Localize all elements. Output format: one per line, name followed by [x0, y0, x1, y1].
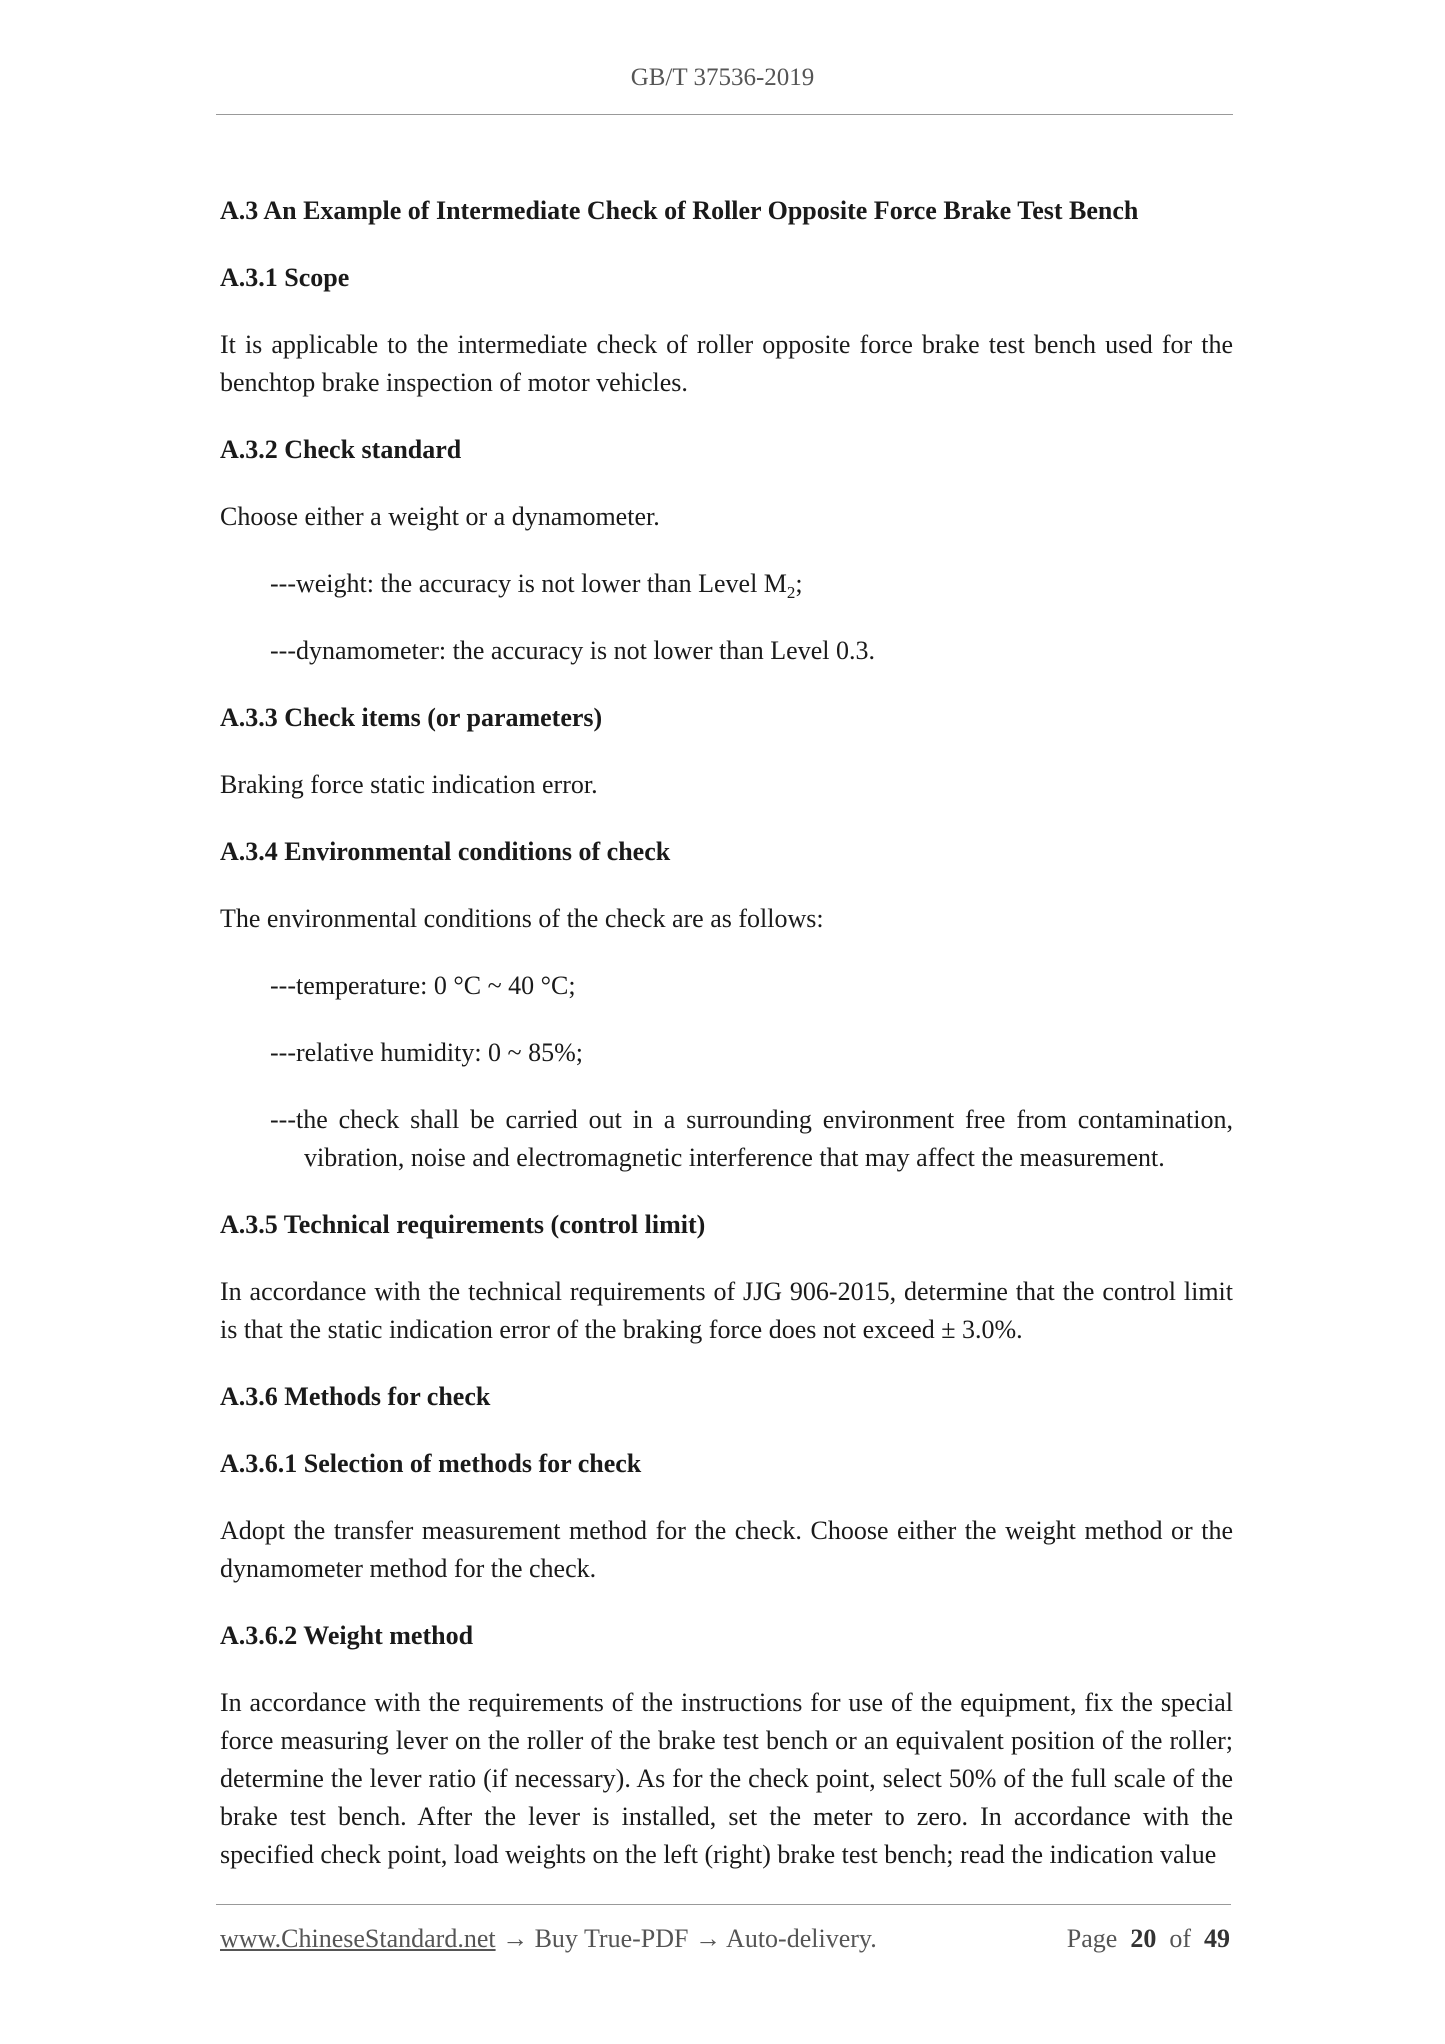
section-a361-heading: A.3.6.1 Selection of methods for check — [220, 1449, 642, 1478]
section-a362-heading: A.3.6.2 Weight method — [220, 1621, 474, 1650]
section-a35-heading: A.3.5 Technical requirements (control limit) — [220, 1210, 706, 1239]
section-a34-heading: A.3.4 Environmental conditions of check — [220, 837, 671, 866]
list-item-humidity: ---relative humidity: 0 ~ 85%; — [270, 1038, 583, 1067]
section-a3-heading: A.3 An Example of Intermediate Check of Roller Opposite Force Brake Test Bench — [220, 196, 1139, 225]
section-a33-paragraph: Braking force static indication error. — [220, 770, 598, 799]
list-item-dynamometer: ---dynamometer: the accuracy is not lower than Level 0.3. — [270, 636, 875, 665]
section-a35-paragraph: In accordance with the technical requirements of JJG 906-2015, determine that the control limit is that the static indication error of the braking force does not exceed ± 3.0%. — [220, 1277, 1233, 1344]
page-number — [1067, 1924, 1230, 1954]
list-item-weight-text: ---weight: the accuracy is not lower than Level M — [270, 569, 787, 598]
page-label: Page — [1066, 1924, 1118, 1953]
header-title: GB/T 37536-2019 — [630, 64, 815, 91]
page-total: 49 — [1204, 1924, 1230, 1953]
document-body — [220, 192, 1233, 1874]
header-rule — [216, 114, 1233, 115]
section-a36-heading: A.3.6 Methods for check — [220, 1382, 491, 1411]
website-link[interactable]: www.ChineseStandard.net — [220, 1924, 496, 1953]
section-a362-paragraph: In accordance with the requirements of the instructions for use of the equipment, fix the special force measuring lever on the roller of the brake test bench or an equivalent position of the roller; determine the lever ratio (if necessary). As for the check point, select 50% of the full scale of the brake test bench. After the lever is installed, set the meter to zero. In accordance with the specified check point, load weights on the left (right) brake test bench; read the indication value — [220, 1688, 1233, 1869]
list-item-weight — [270, 565, 1233, 603]
section-a31-heading: A.3.1 Scope — [220, 263, 350, 292]
section-a33-heading: A.3.3 Check items (or parameters) — [220, 703, 603, 732]
section-a32-heading: A.3.2 Check standard — [220, 435, 462, 464]
page-current: 20 — [1130, 1924, 1157, 1953]
list-item-temperature: ---temperature: 0 °C ~ 40 °C; — [270, 971, 576, 1000]
section-a361-paragraph: Adopt the transfer measurement method for the check. Choose either the weight method or the dynamometer method for the check. — [220, 1516, 1233, 1583]
footer-promo — [220, 1924, 877, 1954]
footer-tagline: → Buy True-PDF → Auto-delivery. — [495, 1924, 877, 1953]
subscript-2: 2 — [786, 583, 796, 603]
page-of: of — [1169, 1924, 1191, 1953]
section-a34-paragraph: The environmental conditions of the check are as follows: — [220, 904, 824, 933]
section-a32-paragraph: Choose either a weight or a dynamometer. — [220, 502, 660, 531]
list-item-weight-end: ; — [795, 569, 803, 598]
footer-rule — [216, 1904, 1231, 1905]
list-item-environment: ---the check shall be carried out in a surrounding environment free from contamination, vibration, noise and electromagnetic interference that may affect the measurement. — [270, 1105, 1233, 1172]
section-a31-paragraph: It is applicable to the intermediate check of roller opposite force brake test bench used for the benchtop brake inspection of motor vehicles. — [220, 330, 1233, 397]
